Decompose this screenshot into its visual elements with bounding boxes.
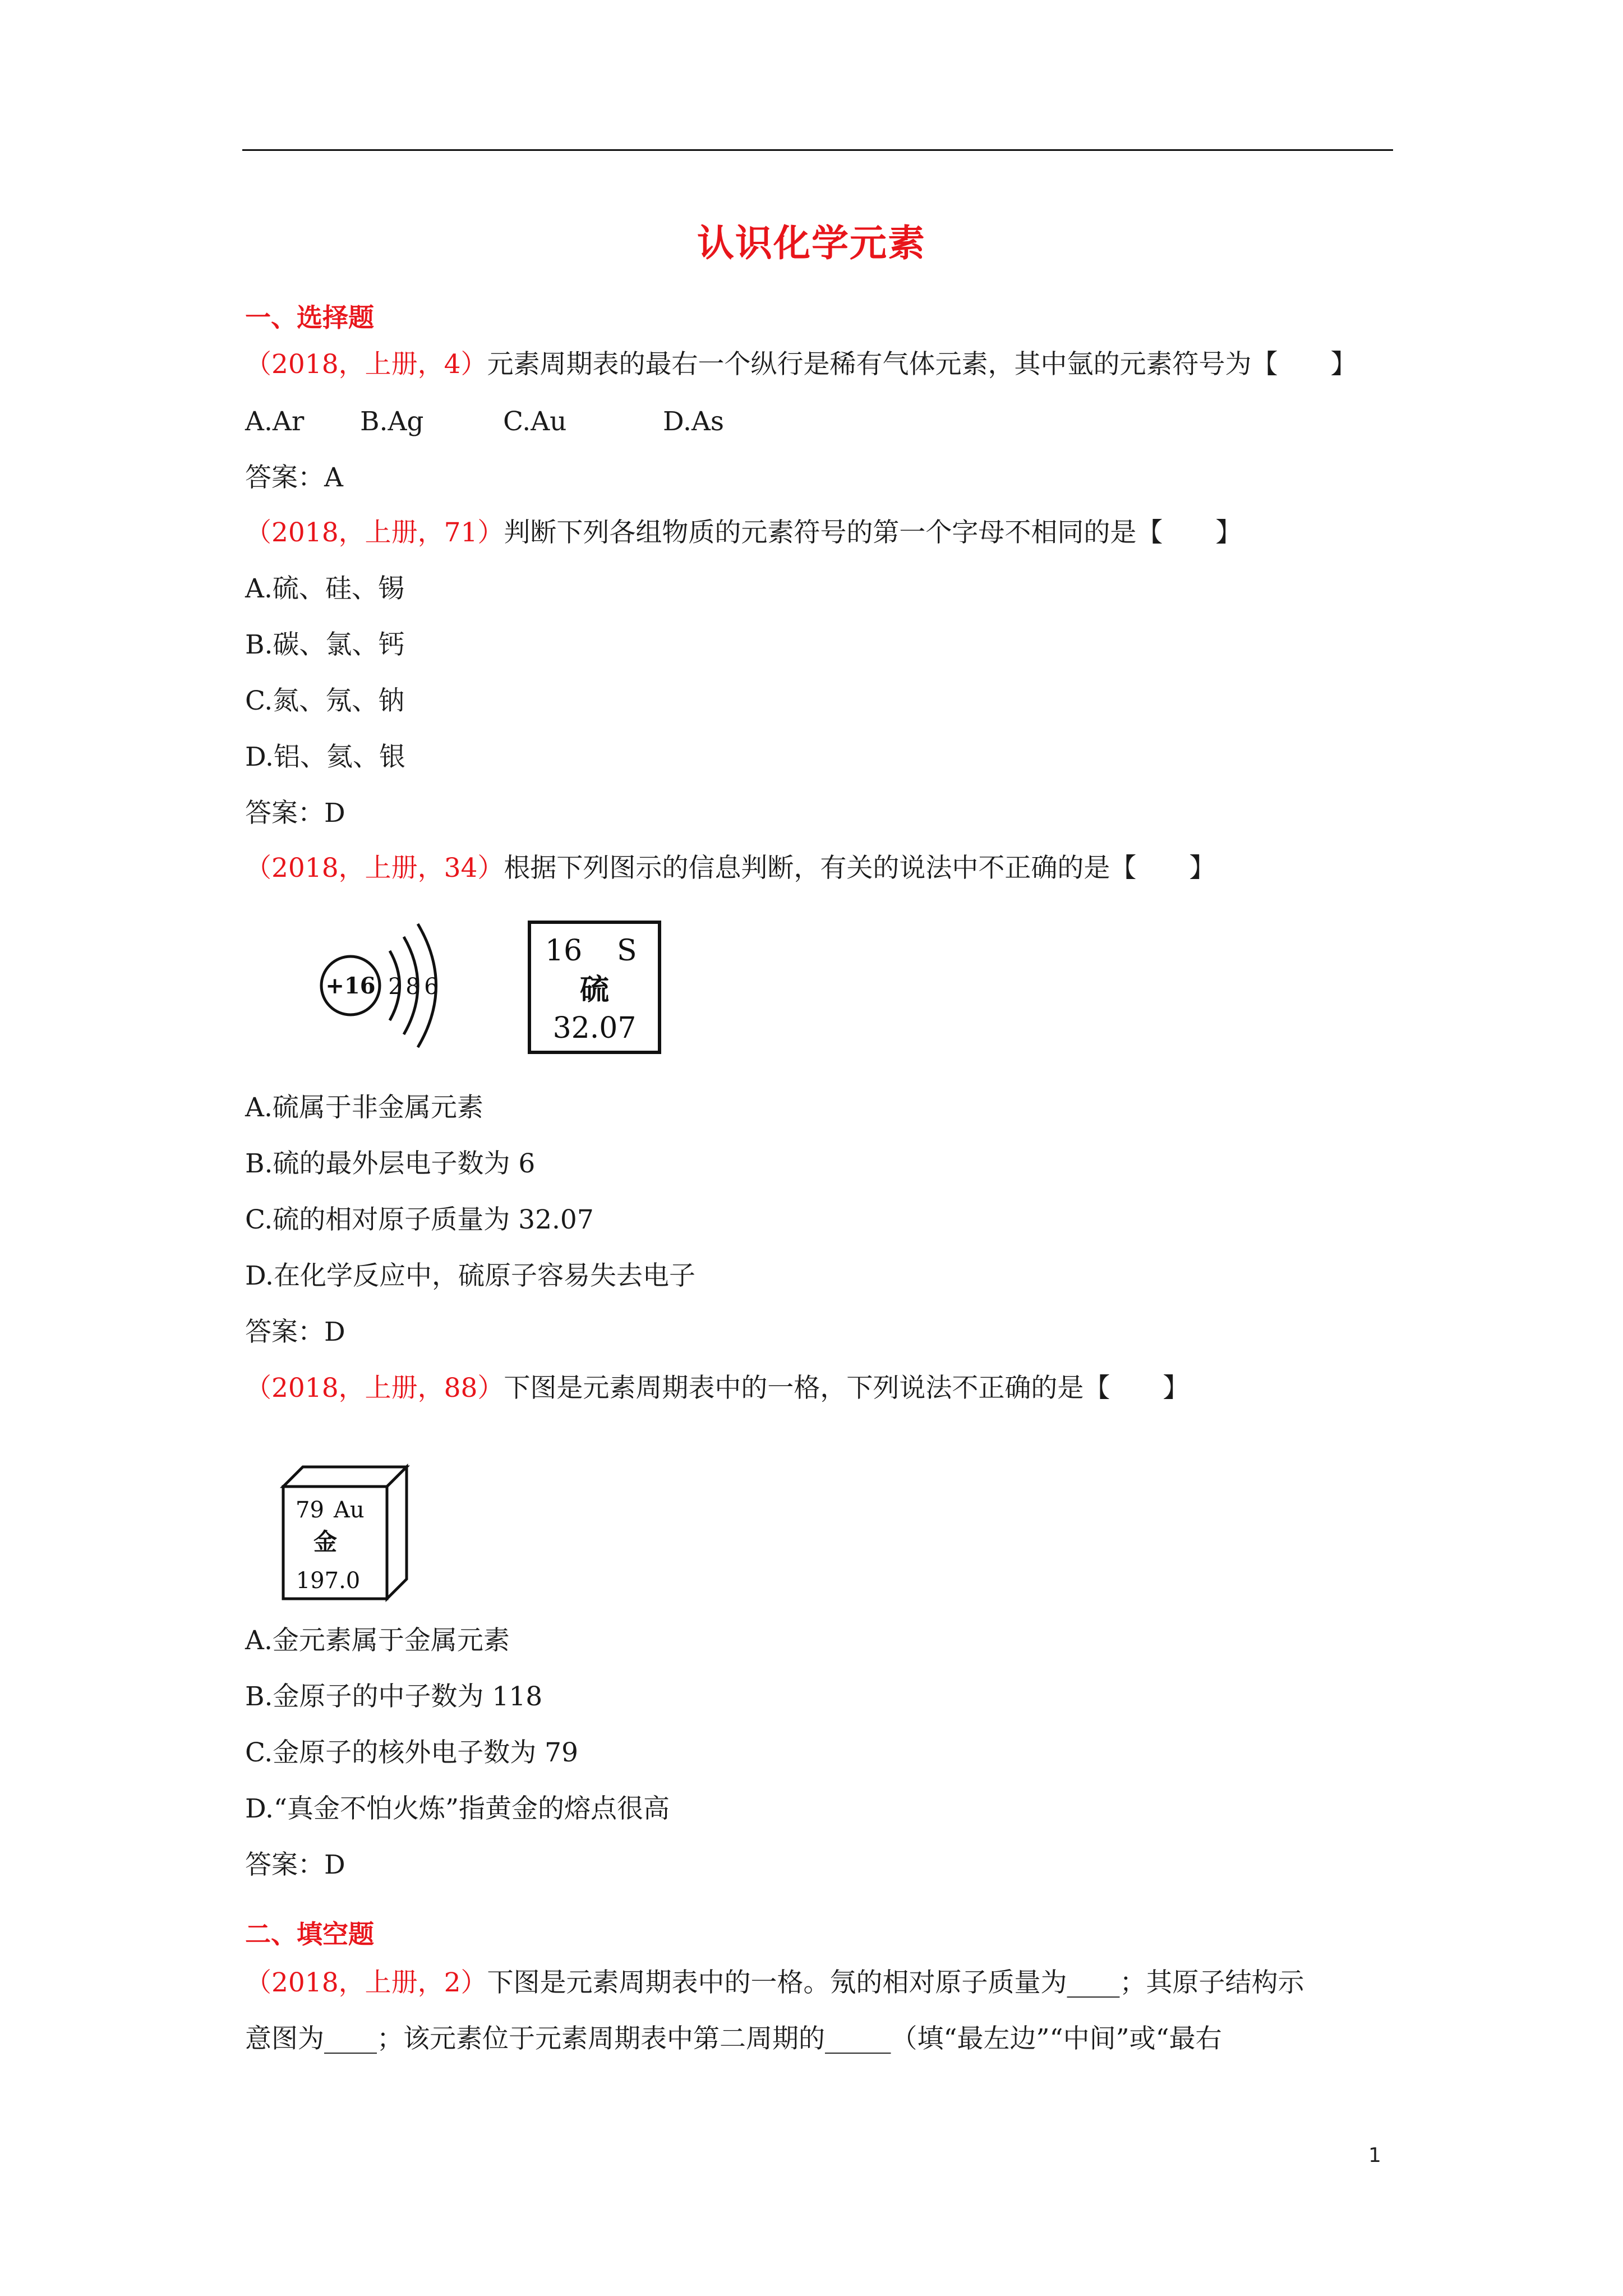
fill-question-1-line-1: [245, 1966, 1304, 2000]
question-2: [245, 516, 1242, 550]
question-source: （2018，上册，34）: [245, 853, 504, 884]
answer-3: 答案：D: [245, 1317, 345, 1347]
answer-1: 答案：A: [245, 462, 343, 493]
question-source: （2018，上册，2）: [245, 1967, 487, 1998]
option-d: D.在化学反应中，硫原子容易失去电子: [245, 1260, 695, 1291]
question-1: [245, 348, 1357, 381]
shell-count-1: 2: [388, 974, 403, 1000]
fill-question-1-line-2: 意图为____；该元素位于元素周期表中第二周期的_____（填“最左边”“中间”或“最右: [245, 2023, 1222, 2054]
atomic-number: 16: [545, 934, 583, 968]
option-b: B.碳、氯、钙: [245, 629, 405, 660]
answer-4: 答案：D: [245, 1849, 345, 1880]
section-heading-fill-blank: 二、填空题: [245, 1919, 374, 1949]
element-symbol: Au: [334, 1497, 365, 1523]
option-d: D.“真金不怕火炼”指黄金的熔点很高: [245, 1793, 670, 1824]
sulfur-element-cell: [527, 920, 662, 1055]
option-c: C.硫的相对原子质量为 32.07: [245, 1204, 594, 1235]
atomic-mass: 32.07: [552, 1011, 637, 1045]
shell-count-2: 8: [405, 974, 420, 1000]
option-b: B.Ag: [360, 406, 424, 437]
question-text: 元素周期表的最右一个纵行是稀有气体元素，其中氩的元素符号为【 】: [487, 349, 1357, 380]
question-1-options: [245, 405, 724, 439]
document-title: 认识化学元素: [697, 222, 926, 265]
option-d: D.铝、氦、银: [245, 742, 405, 772]
cube-side-face: [387, 1467, 407, 1599]
option-c: C.金原子的核外电子数为 79: [245, 1737, 578, 1768]
option-a: A.硫、硅、锡: [245, 573, 404, 604]
section-heading-choice: 一、选择题: [245, 302, 374, 333]
element-symbol: S: [617, 934, 637, 968]
option-a: A.金元素属于金属元素: [245, 1625, 510, 1656]
question-source: （2018，上册，4）: [245, 349, 487, 380]
option-c: C.Au: [503, 406, 567, 437]
question-text: 判断下列各组物质的元素符号的第一个字母不相同的是【 】: [504, 517, 1242, 548]
question-source: （2018，上册，88）: [245, 1373, 504, 1404]
nucleus-charge: +16: [325, 973, 376, 999]
question-text: 根据下列图示的信息判断，有关的说法中不正确的是【 】: [504, 853, 1216, 884]
gold-element-cube: [278, 1461, 412, 1604]
sulfur-atom-structure-diagram: [311, 912, 457, 1063]
header-rule: [242, 149, 1393, 151]
atomic-mass: 197.0: [296, 1568, 361, 1594]
question-3: [245, 852, 1215, 885]
question-source: （2018，上册，71）: [245, 517, 504, 548]
option-b: B.金原子的中子数为 118: [245, 1681, 543, 1712]
page-number: 1: [1368, 2144, 1381, 2167]
element-name: 金: [313, 1528, 338, 1556]
option-d: D.As: [663, 406, 725, 437]
option-b: B.硫的最外层电子数为 6: [245, 1148, 536, 1179]
option-a: A.Ar: [245, 406, 305, 437]
answer-2: 答案：D: [245, 798, 345, 829]
option-c: C.氮、氖、钠: [245, 685, 405, 716]
question-4: [245, 1372, 1189, 1405]
element-name: 硫: [579, 973, 610, 1007]
atomic-number: 79: [296, 1497, 324, 1523]
question-text: 下图是元素周期表中的一格。氖的相对原子质量为____；其原子结构示: [487, 1967, 1304, 1998]
option-a: A.硫属于非金属元素: [245, 1092, 483, 1123]
question-text: 下图是元素周期表中的一格，下列说法不正确的是【 】: [504, 1373, 1189, 1404]
shell-count-3: 6: [424, 974, 439, 1000]
